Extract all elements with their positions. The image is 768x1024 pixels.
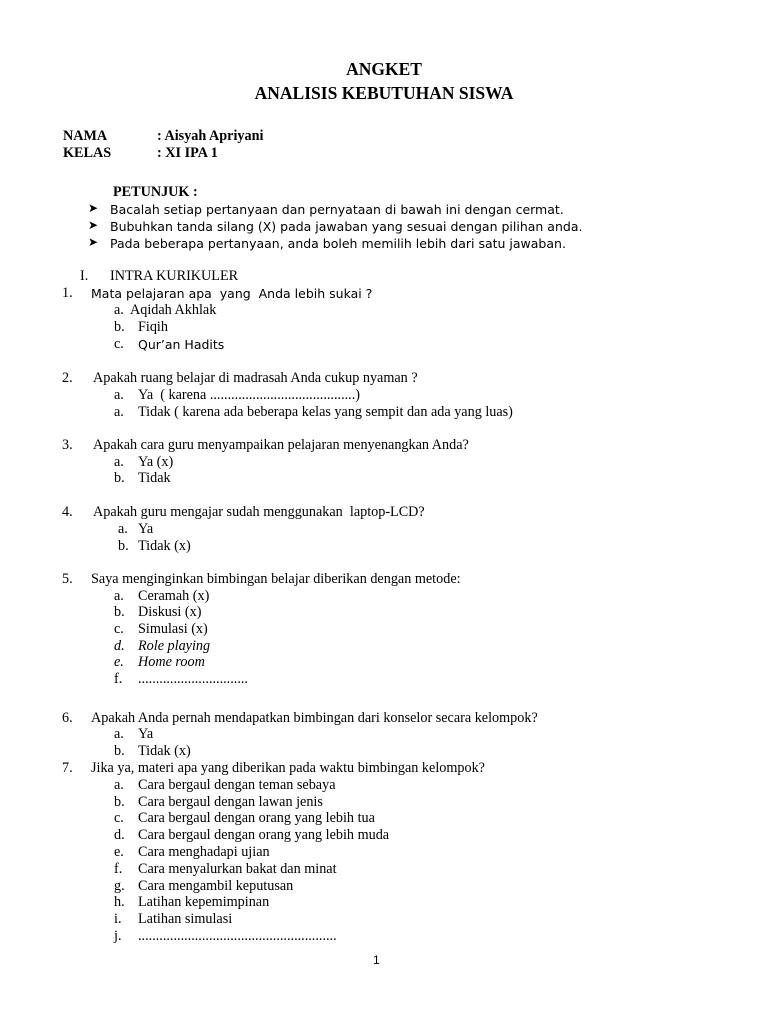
option-text: Cara mengambil keputusan bbox=[138, 878, 294, 894]
option-text: Cara bergaul dengan orang yang lebih tua bbox=[138, 810, 375, 826]
question-text: Saya menginginkan bimbingan belajar diberikan dengan metode: bbox=[91, 571, 461, 587]
arrowhead-right-icon: ➤ bbox=[88, 235, 99, 249]
option-letter: a. bbox=[114, 777, 124, 793]
question-number: 6. bbox=[62, 710, 73, 726]
option-text: Cara bergaul dengan teman sebaya bbox=[138, 777, 336, 793]
question-number: 2. bbox=[62, 370, 73, 386]
question-text: Mata pelajaran apa yang Anda lebih sukai ? bbox=[91, 286, 373, 301]
option-text: Tidak bbox=[138, 470, 171, 486]
question-number: 3. bbox=[62, 437, 73, 453]
option-text: Ya bbox=[138, 726, 154, 742]
option-letter: b. bbox=[114, 794, 125, 810]
option-text: Aqidah Akhlak bbox=[130, 302, 217, 318]
name-label: NAMA bbox=[63, 128, 108, 144]
option-text: Latihan simulasi bbox=[138, 911, 233, 927]
instruction-item: Bubuhkan tanda silang (X) pada jawaban yang sesuai dengan pilihan anda. bbox=[110, 219, 583, 234]
section-title: INTRA KURIKULER bbox=[110, 268, 239, 284]
option-letter: f. bbox=[114, 671, 123, 687]
option-letter: a. bbox=[114, 404, 124, 420]
option-letter: d. bbox=[114, 827, 125, 843]
option-text: Fiqih bbox=[138, 319, 168, 335]
doc-subtitle: ANALISIS KEBUTUHAN SISWA bbox=[254, 83, 514, 103]
instructions-heading: PETUNJUK : bbox=[113, 184, 198, 200]
option-text: Role playing bbox=[138, 638, 211, 654]
option-text: Ya ( karena .........................................) bbox=[138, 387, 360, 403]
class-value: : XI IPA 1 bbox=[157, 145, 218, 161]
name-value: : Aisyah Apriyani bbox=[157, 128, 264, 144]
option-letter: g. bbox=[114, 878, 125, 894]
option-text: Tidak ( karena ada beberapa kelas yang sempit dan ada yang luas) bbox=[138, 404, 513, 420]
option-text: Tidak (x) bbox=[138, 743, 191, 759]
option-text: Simulasi (x) bbox=[138, 621, 208, 637]
option-letter: d. bbox=[114, 638, 125, 654]
question-number: 5. bbox=[62, 571, 73, 587]
option-text: Latihan kepemimpinan bbox=[138, 894, 270, 910]
option-letter: a. bbox=[114, 588, 124, 604]
option-text: Cara menyalurkan bakat dan minat bbox=[138, 861, 337, 877]
option-text: Diskusi (x) bbox=[138, 604, 202, 620]
option-letter: a. bbox=[118, 521, 128, 537]
option-letter: e. bbox=[114, 844, 124, 860]
option-letter: a. bbox=[114, 726, 124, 742]
option-letter: e. bbox=[114, 654, 124, 670]
option-letter: b. bbox=[114, 319, 125, 335]
instruction-item: Pada beberapa pertanyaan, anda boleh memilih lebih dari satu jawaban. bbox=[110, 236, 566, 251]
class-label: KELAS bbox=[63, 145, 112, 161]
option-text: Cara bergaul dengan orang yang lebih muda bbox=[138, 827, 390, 843]
option-letter: f. bbox=[114, 861, 123, 877]
option-text: Cara bergaul dengan lawan jenis bbox=[138, 794, 323, 810]
option-text: Ya (x) bbox=[138, 454, 174, 470]
option-text: Ya bbox=[138, 521, 154, 537]
option-letter: b. bbox=[114, 470, 125, 486]
question-text: Apakah Anda pernah mendapatkan bimbingan dari konselor secara kelompok? bbox=[91, 710, 538, 726]
option-letter: j. bbox=[114, 928, 122, 944]
question-number: 7. bbox=[62, 760, 73, 776]
doc-title: ANGKET bbox=[346, 59, 422, 79]
instruction-item: Bacalah setiap pertanyaan dan pernyataan di bawah ini dengan cermat. bbox=[110, 202, 564, 217]
option-letter: i. bbox=[114, 911, 122, 927]
question-number: 1. bbox=[62, 285, 73, 301]
option-letter: c. bbox=[114, 621, 124, 637]
option-letter: h. bbox=[114, 894, 125, 910]
page-number: 1 bbox=[373, 953, 380, 967]
option-text: Tidak (x) bbox=[138, 538, 191, 554]
option-letter: c. bbox=[114, 810, 124, 826]
question-number: 4. bbox=[62, 504, 73, 520]
option-letter: a. bbox=[114, 302, 124, 318]
option-letter: a. bbox=[114, 454, 124, 470]
question-text: Apakah cara guru menyampaikan pelajaran menyenangkan Anda? bbox=[93, 437, 469, 453]
arrowhead-right-icon: ➤ bbox=[88, 201, 99, 215]
option-letter: a. bbox=[114, 387, 124, 403]
section-number: I. bbox=[80, 268, 89, 284]
option-text: Home room bbox=[138, 654, 205, 670]
option-text: Ceramah (x) bbox=[138, 588, 210, 604]
option-letter: b. bbox=[114, 743, 125, 759]
arrowhead-right-icon: ➤ bbox=[88, 218, 99, 232]
option-letter: b. bbox=[114, 604, 125, 620]
option-text: Qur’an Hadits bbox=[138, 337, 225, 352]
question-text: Jika ya, materi apa yang diberikan pada waktu bimbingan kelompok? bbox=[91, 760, 485, 776]
option-text: ............................... bbox=[138, 671, 248, 687]
option-text: Cara menghadapi ujian bbox=[138, 844, 270, 860]
question-text: Apakah ruang belajar di madrasah Anda cukup nyaman ? bbox=[93, 370, 418, 386]
option-text: ........................................................ bbox=[138, 928, 337, 944]
option-letter: c. bbox=[114, 336, 124, 352]
question-text: Apakah guru mengajar sudah menggunakan laptop-LCD? bbox=[93, 504, 425, 520]
option-letter: b. bbox=[118, 538, 129, 554]
